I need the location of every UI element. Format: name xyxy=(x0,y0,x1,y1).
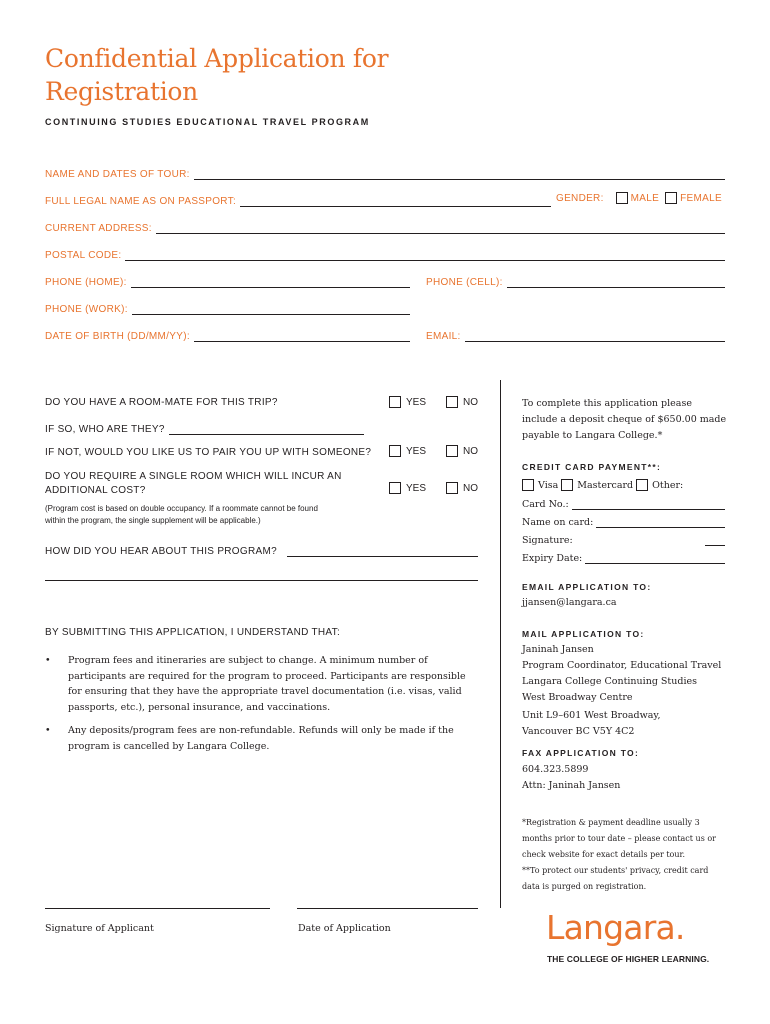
mailing-address xyxy=(522,642,721,740)
phone-home-field xyxy=(45,274,410,288)
postal-label: POSTAL CODE: xyxy=(45,250,122,261)
terms-item-2-line-2: program is cancelled by Langara College. xyxy=(68,740,270,752)
footnote-line-3: check website for exact details per tour. xyxy=(522,850,685,859)
roommate-question: DO YOU HAVE A ROOM-MATE FOR THIS TRIP? xyxy=(45,397,278,408)
fax-application-heading: FAX APPLICATION TO: xyxy=(522,748,640,758)
pair-no-label: NO xyxy=(463,445,479,457)
gender-field xyxy=(556,190,731,204)
card-number-input[interactable] xyxy=(572,500,725,510)
visa-label: Visa xyxy=(538,480,559,491)
mail-line-1: Janinah Jansen xyxy=(522,644,594,655)
address-field xyxy=(45,220,725,234)
single-no-checkbox[interactable] xyxy=(446,482,458,494)
pair-question: IF NOT, WOULD YOU LIKE US TO PAIR YOU UP WITH SOMEONE? xyxy=(45,447,372,458)
phone-cell-label: PHONE (CELL): xyxy=(426,277,503,288)
pair-yes-label: YES xyxy=(406,445,427,457)
title-line-1: Confidential Application for xyxy=(45,44,389,73)
card-type-options xyxy=(522,477,725,491)
terms-item-1-line-3: for ensuring that they have the appropriate travel documentation (i.e. visas, valid xyxy=(68,686,462,697)
mail-line-4: West Broadway Centre xyxy=(522,692,633,703)
mail-line-5: Unit L9–601 West Broadway, xyxy=(522,710,661,721)
occupancy-note xyxy=(45,503,318,527)
langara-tagline: THE COLLEGE OF HIGHER LEARNING. xyxy=(547,954,710,964)
other-card-label: Other: xyxy=(652,480,684,491)
female-checkbox[interactable] xyxy=(665,192,677,204)
occupancy-note-line-1: (Program cost is based on double occupancy. If a roommate cannot be found xyxy=(45,504,318,513)
email-input[interactable] xyxy=(465,332,725,342)
fax-number: 604.323.5899 xyxy=(522,764,589,775)
application-date-line[interactable] xyxy=(297,908,478,909)
email-application-heading: EMAIL APPLICATION TO: xyxy=(522,582,652,592)
pair-yes-checkbox[interactable] xyxy=(389,445,401,457)
hear-label: HOW DID YOU HEAR ABOUT THIS PROGRAM? xyxy=(45,546,277,557)
pair-options xyxy=(389,445,478,457)
fax-details xyxy=(522,762,620,794)
legal-name-field xyxy=(45,193,551,207)
tour-field xyxy=(45,166,725,180)
card-signature-input[interactable] xyxy=(576,536,725,546)
tour-input[interactable] xyxy=(194,170,725,180)
application-email[interactable]: jjansen@langara.ca xyxy=(522,597,617,608)
name-on-card-input[interactable] xyxy=(596,518,725,528)
name-on-card-field xyxy=(522,514,725,528)
mail-application-heading: MAIL APPLICATION TO: xyxy=(522,629,645,639)
footnote-line-2: months prior to tour date – please contact us or xyxy=(522,834,716,843)
male-label: MALE xyxy=(630,193,660,204)
single-room-line-2: ADDITIONAL COST? xyxy=(45,485,146,496)
terms-item-1-line-1: Program fees and itineraries are subject to change. A minimum number of xyxy=(68,655,428,666)
hear-input-line-2[interactable] xyxy=(45,580,478,581)
roommate-no-checkbox[interactable] xyxy=(446,396,458,408)
tour-label: NAME AND DATES OF TOUR: xyxy=(45,169,190,180)
deposit-instructions xyxy=(522,396,726,444)
phone-home-label: PHONE (HOME): xyxy=(45,277,127,288)
terms-item-1-line-4: passports, etc.), personal insurance, and vaccinations. xyxy=(68,701,331,713)
single-room-question xyxy=(45,470,342,498)
applicant-signature-line[interactable] xyxy=(45,908,270,909)
terms-item-1 xyxy=(68,653,466,715)
hear-input[interactable] xyxy=(287,547,478,557)
single-room-line-1: DO YOU REQUIRE A SINGLE ROOM WHICH WILL INCUR AN xyxy=(45,471,342,482)
deposit-line-3: payable to Langara College.* xyxy=(522,430,663,441)
email-field xyxy=(426,328,725,342)
email-label: EMAIL: xyxy=(426,331,461,342)
other-card-checkbox[interactable] xyxy=(636,479,648,491)
terms-bullet-2: • xyxy=(45,725,51,736)
expiry-label: Expiry Date: xyxy=(522,553,583,564)
phone-work-label: PHONE (WORK): xyxy=(45,304,128,315)
mastercard-checkbox[interactable] xyxy=(561,479,573,491)
terms-bullet-1: • xyxy=(45,655,51,666)
phone-cell-input[interactable] xyxy=(507,278,725,288)
male-checkbox[interactable] xyxy=(616,192,628,204)
dob-field xyxy=(45,328,410,342)
postal-field xyxy=(45,247,725,261)
legal-name-input[interactable] xyxy=(240,197,551,207)
roommate-yes-label: YES xyxy=(406,396,427,408)
address-label: CURRENT ADDRESS: xyxy=(45,223,152,234)
terms-item-2-line-1: Any deposits/program fees are non-refundable. Refunds will only be made if the xyxy=(68,725,454,736)
single-yes-checkbox[interactable] xyxy=(389,482,401,494)
fax-attention: Attn: Janinah Jansen xyxy=(522,780,621,791)
single-room-options xyxy=(389,482,478,494)
page-title xyxy=(45,42,425,108)
name-on-card-label: Name on card: xyxy=(522,517,594,528)
roommate-who-input[interactable] xyxy=(169,425,364,435)
card-number-label: Card No.: xyxy=(522,499,569,510)
gender-label: GENDER: xyxy=(556,193,604,204)
expiry-field xyxy=(522,550,725,564)
roommate-who-field xyxy=(45,421,364,435)
column-divider xyxy=(500,380,501,908)
visa-checkbox[interactable] xyxy=(522,479,534,491)
mail-line-3: Langara College Continuing Studies xyxy=(522,676,697,687)
footnotes xyxy=(522,815,716,895)
langara-logo: Langara. xyxy=(546,908,685,947)
footnote-line-1: *Registration & payment deadline usually 3 xyxy=(522,818,700,827)
title-line-2: Registration xyxy=(45,77,198,106)
footnote-line-5: data is purged on registration. xyxy=(522,882,647,891)
phone-work-field xyxy=(45,301,410,315)
mastercard-label: Mastercard xyxy=(577,480,634,491)
credit-card-heading: CREDIT CARD PAYMENT**: xyxy=(522,462,662,472)
mail-line-2: Program Coordinator, Educational Travel xyxy=(522,660,722,671)
pair-no-checkbox[interactable] xyxy=(446,445,458,457)
applicant-signature-label: Signature of Applicant xyxy=(45,923,154,934)
postal-input[interactable] xyxy=(125,251,725,261)
roommate-options xyxy=(389,396,478,408)
card-number-field xyxy=(522,496,725,510)
page-subtitle: CONTINUING STUDIES EDUCATIONAL TRAVEL PROGRAM xyxy=(45,117,370,127)
deposit-line-1: To complete this application please xyxy=(522,398,692,409)
terms-item-2 xyxy=(68,723,454,754)
card-signature-field xyxy=(522,532,725,546)
dob-label: DATE OF BIRTH (DD/MM/YY): xyxy=(45,331,190,342)
female-label: FEMALE xyxy=(680,193,722,204)
roommate-no-label: NO xyxy=(463,396,479,408)
mail-line-6: Vancouver BC V5Y 4C2 xyxy=(522,726,635,737)
terms-item-1-line-2: participants are required for the program to proceed. Participants are responsible xyxy=(68,670,466,682)
phone-work-input[interactable] xyxy=(132,305,410,315)
legal-name-label: FULL LEGAL NAME AS ON PASSPORT: xyxy=(45,196,237,207)
deposit-line-2: include a deposit cheque of $650.00 made xyxy=(522,414,727,425)
phone-cell-field xyxy=(426,274,725,288)
occupancy-note-line-2: within the program, the single supplement will be applicable.) xyxy=(45,516,261,525)
terms-heading: BY SUBMITTING THIS APPLICATION, I UNDERSTAND THAT: xyxy=(45,627,341,638)
card-signature-label: Signature: xyxy=(522,535,573,546)
footnote-line-4: **To protect our students' privacy, credit card xyxy=(522,866,709,875)
single-yes-label: YES xyxy=(406,482,427,494)
application-date-label: Date of Application xyxy=(298,923,391,934)
dob-input[interactable] xyxy=(194,332,410,342)
expiry-input[interactable] xyxy=(585,554,725,564)
phone-home-input[interactable] xyxy=(131,278,410,288)
roommate-who-label: IF SO, WHO ARE THEY? xyxy=(45,424,165,435)
hear-field xyxy=(45,543,478,557)
address-input[interactable] xyxy=(156,224,725,234)
single-no-label: NO xyxy=(463,482,479,494)
roommate-yes-checkbox[interactable] xyxy=(389,396,401,408)
